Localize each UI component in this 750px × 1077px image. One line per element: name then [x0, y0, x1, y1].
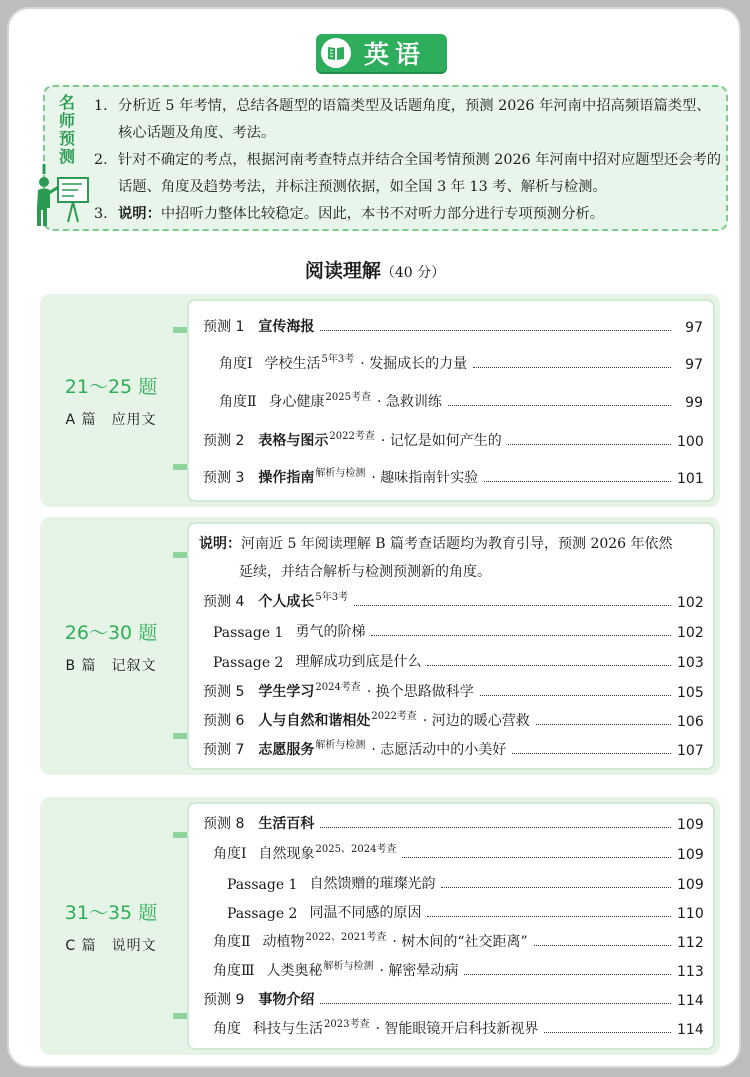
toc-row[interactable] [189, 465, 713, 487]
toc-row-title: 志愿服务 [258, 742, 315, 758]
toc-row-title: 人与自然和谐相处 [258, 713, 371, 729]
prediction-tag-char: 测 [58, 147, 75, 166]
page-number: 112 [677, 935, 704, 951]
page-number: 99 [685, 395, 703, 411]
page-number: 110 [677, 906, 704, 922]
page-number: 101 [677, 471, 704, 487]
note-text: 河南近 5 年阅读理解 B 篇考查话题均为教育引导，预测 2026 年依然 [241, 536, 673, 552]
toc-row[interactable] [189, 389, 713, 411]
toc-panel [187, 522, 715, 770]
toc-row-label: 预测 4 [203, 594, 245, 610]
prediction-item-number: 2. [94, 152, 108, 168]
block-label [40, 797, 182, 1055]
prediction-item-text: 分析近 5 年考情，总结各题型的语篇类型及话题角度，预测 2026 年河南中招高频语篇类型、核心话题及角度、考法。 [118, 98, 711, 141]
toc-row-label: 角度Ⅰ [213, 846, 247, 862]
leader-dots [320, 1003, 671, 1004]
leader-dots [402, 857, 671, 858]
toc-row[interactable] [189, 987, 713, 1009]
leader-dots [354, 605, 671, 606]
question-type: B 篇 记叙文 [65, 657, 157, 674]
leader-dots [534, 945, 671, 946]
toc-row[interactable] [189, 619, 713, 641]
page-number: 102 [677, 625, 704, 641]
toc-row[interactable] [189, 649, 713, 671]
prediction-list [94, 93, 722, 228]
leader-dots [473, 367, 671, 368]
leader-dots [427, 665, 671, 666]
prediction-item [94, 147, 722, 201]
page-number: 102 [677, 595, 704, 611]
toc-row-title: 身心健康 [268, 394, 325, 410]
toc-row-label: 预测 5 [203, 684, 245, 700]
toc-row-title: 学校生活 [264, 356, 321, 372]
section-score: （40 分） [380, 265, 446, 281]
prediction-item [94, 201, 722, 228]
toc-row[interactable] [189, 679, 713, 701]
toc-row-title: 人类奥秘 [266, 963, 323, 979]
toc-row-title: 同温不同感的原因 [309, 905, 422, 921]
subject-title: 英语 [363, 40, 426, 69]
toc-row-label: 预测 7 [203, 742, 245, 758]
toc-row-title: 自然馈赠的璀璨光韵 [309, 876, 436, 892]
prediction-item-number: 3. [94, 206, 108, 222]
question-range: 21～25 题 [64, 376, 158, 398]
toc-row[interactable] [189, 900, 713, 922]
toc-row-label: Passage 2 [213, 655, 284, 671]
toc-row[interactable] [189, 351, 713, 373]
leader-dots [371, 635, 671, 636]
toc-row[interactable] [189, 314, 713, 336]
subject-title-badge [316, 34, 447, 72]
question-type: C 篇 说明文 [65, 937, 157, 954]
block-label [40, 517, 182, 775]
toc-row-label: 角度Ⅱ [213, 934, 251, 950]
leader-dots [427, 916, 671, 917]
toc-row[interactable] [189, 1016, 713, 1038]
exam-frequency-tag: 解析与检测 [323, 961, 374, 972]
book-icon [321, 38, 351, 68]
leader-dots [544, 1032, 671, 1033]
toc-row-title: 生活百科 [258, 816, 315, 832]
toc-row-title: 事物介绍 [258, 992, 315, 1008]
exam-frequency-tag: 5年3考 [315, 592, 349, 603]
block-c [40, 797, 720, 1055]
toc-row-title: 自然现象 [258, 846, 315, 862]
toc-row[interactable] [189, 871, 713, 893]
page-number: 114 [677, 1022, 704, 1038]
toc-row[interactable] [189, 929, 713, 951]
prediction-item-number: 1. [94, 98, 108, 114]
toc-row[interactable] [189, 589, 713, 611]
toc-row-title: 科技与生活 [253, 1021, 323, 1037]
toc-row[interactable] [189, 737, 713, 759]
toc-row-label: 预测 3 [203, 470, 245, 486]
leader-dots [320, 827, 671, 828]
toc-row-label: Passage 1 [227, 877, 298, 893]
toc-row-subtitle: · 智能眼镜开启科技新视界 [375, 1021, 539, 1037]
toc-row[interactable] [189, 811, 713, 833]
prediction-tag-char: 师 [58, 111, 75, 130]
section-heading [0, 256, 750, 283]
exam-frequency-tag: 2025、2024考查 [315, 844, 397, 855]
toc-row-subtitle: · 树木间的“社交距离” [392, 934, 528, 950]
toc-row-subtitle: · 解密晕动病 [379, 963, 459, 979]
exam-frequency-tag: 2025考查 [325, 392, 371, 403]
toc-row-label: 角度Ⅱ [219, 394, 257, 410]
exam-frequency-tag: 2024考查 [315, 682, 361, 693]
toc-row-label: Passage 2 [227, 906, 298, 922]
toc-row-label: 预测 2 [203, 433, 245, 449]
prediction-item-label: 说明： [118, 206, 161, 222]
block-a [40, 294, 720, 507]
leader-dots [508, 444, 671, 445]
note-text: 延续，并结合解析与检测预测新的角度。 [239, 564, 491, 580]
toc-panel [187, 802, 715, 1050]
toc-row[interactable] [189, 428, 713, 450]
toc-row-title: 表格与图示 [258, 433, 329, 449]
toc-row[interactable] [189, 958, 713, 980]
prediction-tag [58, 94, 76, 166]
toc-row-subtitle: · 发掘成长的力量 [360, 356, 468, 372]
leader-dots [536, 724, 671, 725]
toc-row[interactable] [189, 841, 713, 863]
toc-row-label: 角度Ⅲ [213, 963, 255, 979]
question-type: A 篇 应用文 [65, 412, 157, 428]
toc-row-title: 学生学习 [258, 684, 315, 700]
toc-row-label: 角度Ⅰ [219, 356, 253, 372]
leader-dots [441, 887, 671, 888]
prediction-item [94, 93, 722, 147]
page-number: 97 [685, 357, 703, 373]
toc-row-label: 预测 9 [203, 992, 245, 1008]
toc-row-subtitle: · 趣味指南针实验 [371, 470, 479, 486]
leader-dots [320, 330, 671, 331]
exam-frequency-tag: 解析与检测 [315, 468, 366, 479]
toc-row-label: 预测 1 [203, 319, 245, 335]
page-number: 106 [677, 714, 704, 730]
prediction-item-text: 中招听力整体比较稳定。因此，本书不对听力部分进行专项预测分析。 [160, 206, 605, 222]
toc-row-title: 宣传海报 [258, 319, 315, 335]
block-b [40, 517, 720, 775]
page-number: 100 [677, 434, 704, 450]
section-title: 阅读理解 [304, 260, 381, 282]
toc-row-subtitle: · 志愿活动中的小美好 [371, 742, 507, 758]
note-label: 说明： [199, 536, 241, 552]
page-number: 114 [677, 993, 704, 1009]
question-range: 31～35 题 [64, 901, 158, 924]
toc-row-label: 预测 8 [203, 816, 245, 832]
toc-row-title: 动植物 [262, 934, 305, 950]
page-number: 109 [677, 817, 704, 833]
toc-row-subtitle: · 记忆是如何产生的 [380, 433, 502, 449]
toc-row-label: 预测 6 [203, 713, 245, 729]
toc-row-title: 操作指南 [258, 470, 315, 486]
leader-dots [464, 974, 671, 975]
leader-dots [448, 405, 671, 406]
toc-row-title: 个人成长 [258, 594, 315, 610]
exam-frequency-tag: 解析与检测 [315, 740, 366, 751]
leader-dots [484, 481, 671, 482]
toc-row-title: 勇气的阶梯 [295, 624, 366, 640]
prediction-item-text: 针对不确定的考点，根据河南考查特点并结合全国考情预测 2026 年河南中招对应题型还会考的话题、角度及趋势考法，并标注预测依据，如全国 3 年 13 考、解析与检测。 [118, 152, 722, 195]
page-number: 97 [685, 320, 703, 336]
page-number: 107 [677, 743, 704, 759]
leader-dots [512, 753, 671, 754]
block-note [199, 530, 703, 586]
page-number: 113 [677, 964, 704, 980]
toc-row-title: 理解成功到底是什么 [295, 654, 422, 670]
prediction-tag-char: 预 [58, 129, 75, 148]
toc-row-subtitle: · 换个思路做科学 [366, 684, 474, 700]
page-number: 109 [677, 847, 704, 863]
toc-row-subtitle: · 河边的暖心营救 [422, 713, 530, 729]
toc-row-label: 角度 [213, 1021, 241, 1037]
toc-panel [187, 299, 715, 502]
exam-frequency-tag: 5年3考 [321, 354, 355, 365]
exam-frequency-tag: 2022考查 [329, 431, 375, 442]
question-range: 26～30 题 [64, 621, 158, 644]
toc-row-label: Passage 1 [213, 625, 284, 641]
exam-frequency-tag: 2022、2021考查 [305, 932, 387, 943]
block-label [40, 294, 182, 507]
page-number: 105 [677, 685, 704, 701]
toc-row-subtitle: · 急救训练 [376, 394, 442, 410]
page-number: 109 [677, 877, 704, 893]
prediction-tag-char: 名 [58, 93, 75, 112]
page-number: 103 [677, 655, 704, 671]
teacher-icon [32, 160, 92, 230]
exam-frequency-tag: 2023考查 [324, 1019, 370, 1030]
exam-frequency-tag: 2022考查 [371, 711, 417, 722]
toc-row[interactable] [189, 708, 713, 730]
leader-dots [480, 695, 671, 696]
